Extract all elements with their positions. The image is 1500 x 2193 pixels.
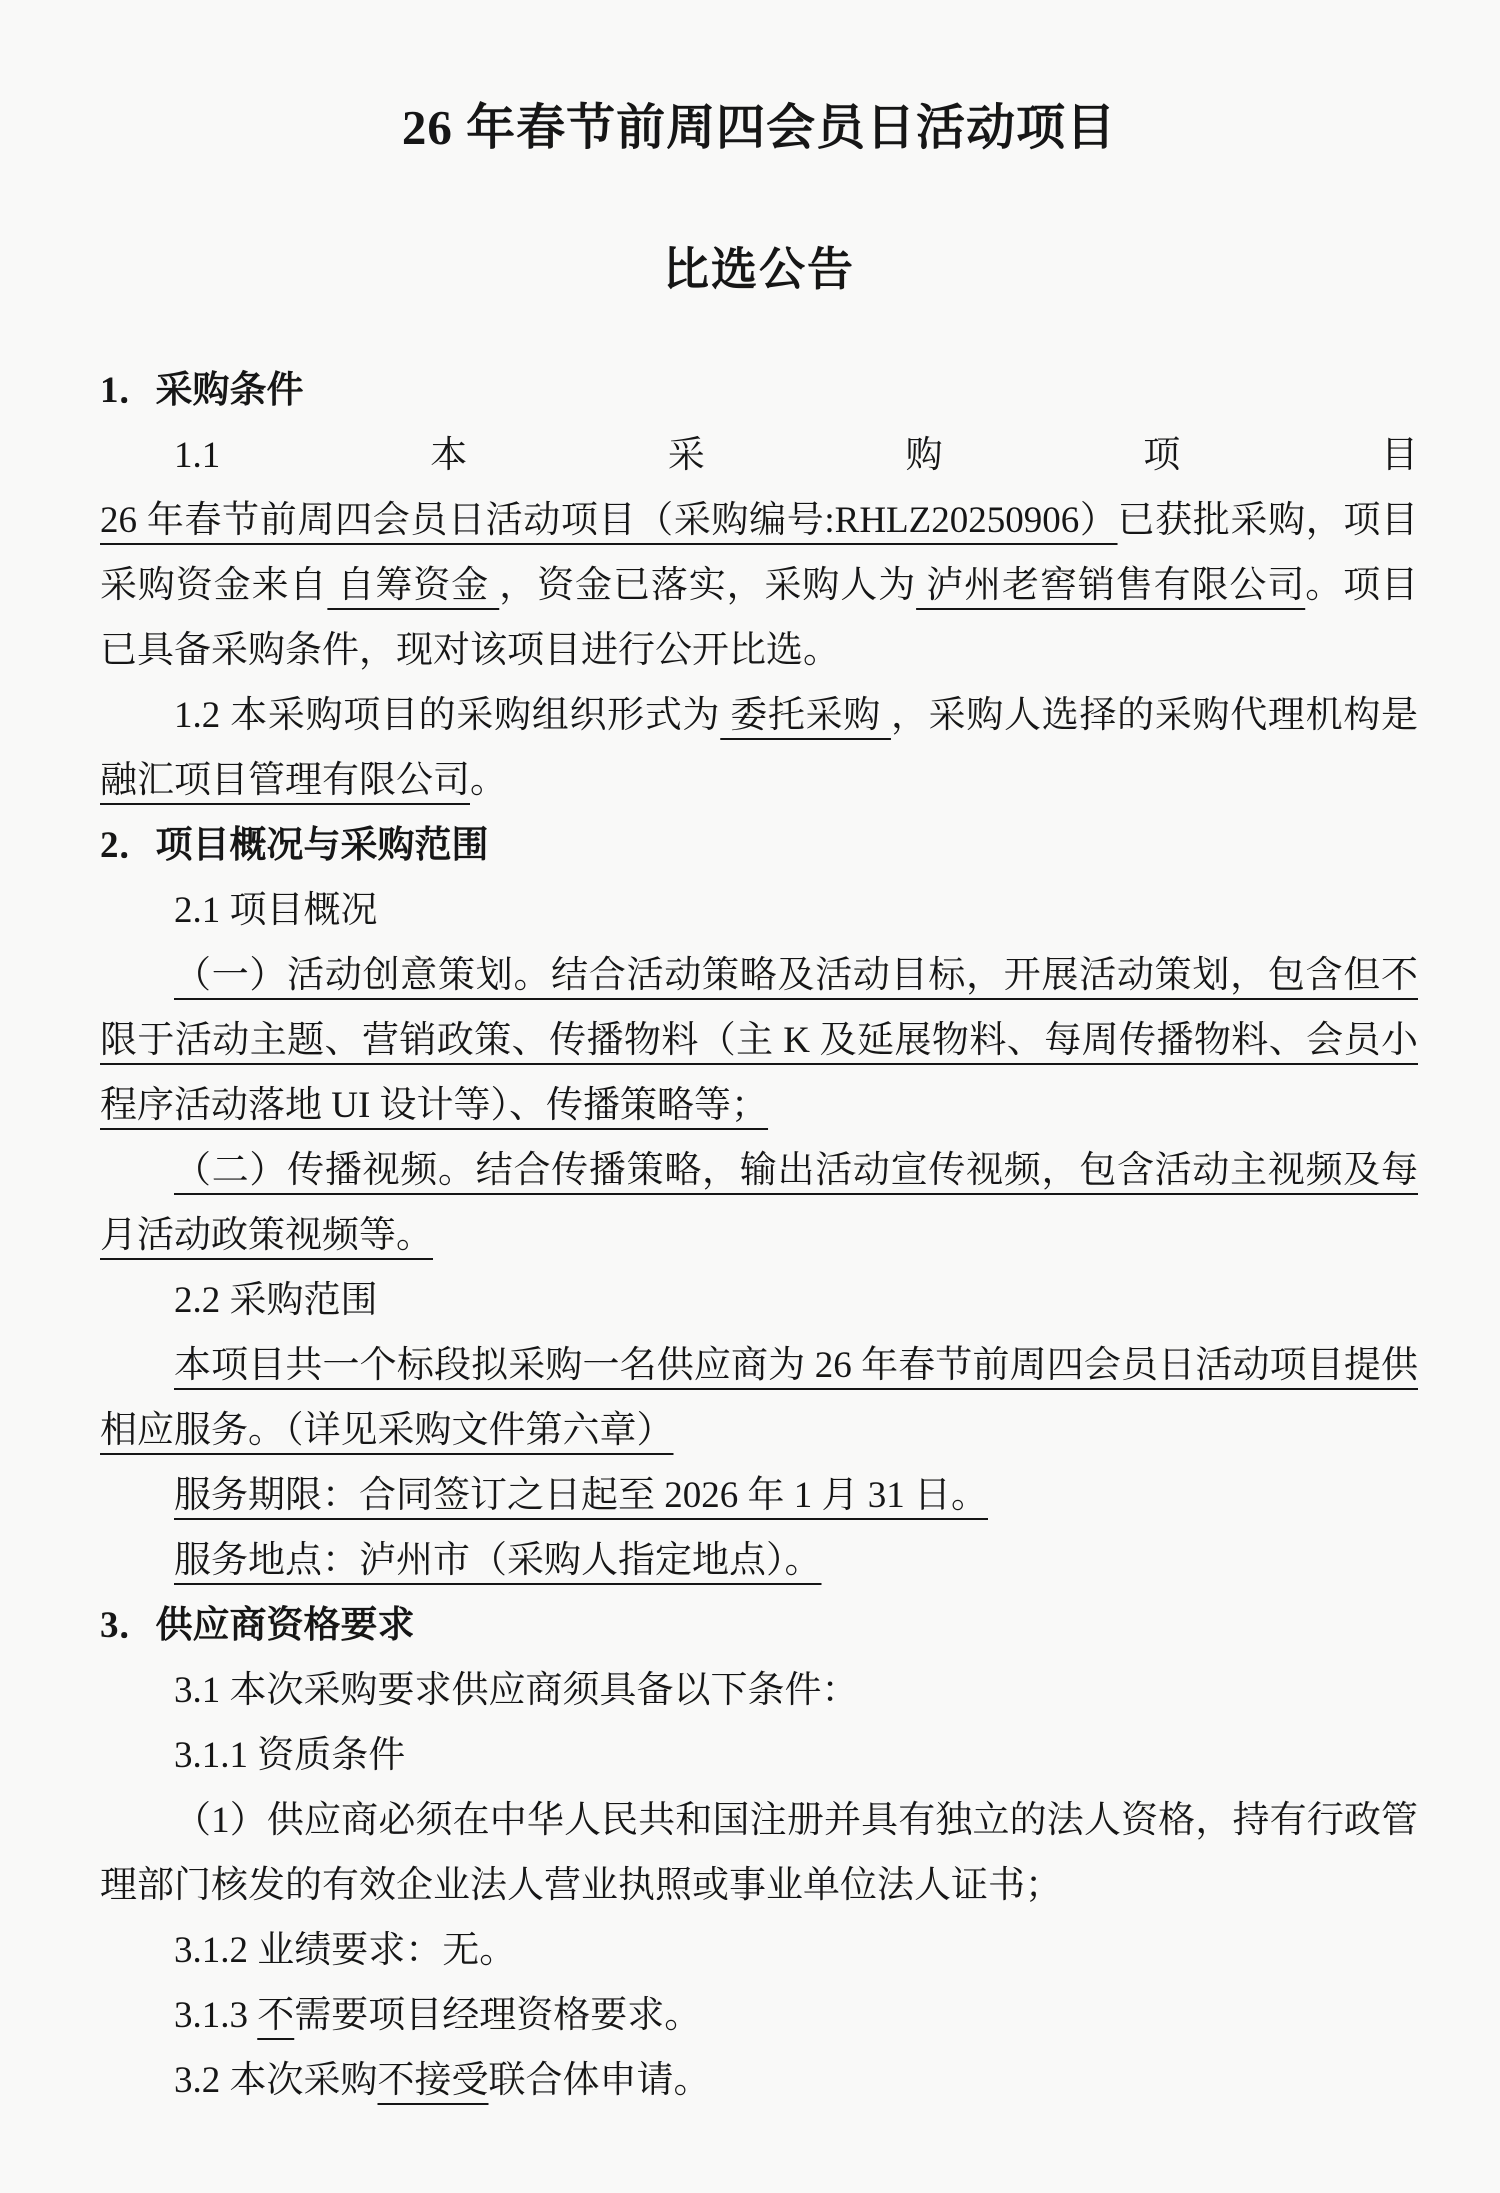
paragraph-1-2-lead: 1.2 本采购项目的采购组织形式为 [174,695,721,736]
paragraph-service-term [100,1463,1418,1528]
paragraph-3-2 [100,2048,1418,2113]
paragraph-scope [100,1333,1418,1463]
paragraph-3-1: 3.1 本次采购要求供应商须具备以下条件： [174,1670,859,1711]
paragraph-2-2: 2.2 采购范围 [174,1280,378,1321]
service-term-underlined: 服务期限：合同签订之日起至 2026 年 1 月 31 日。 [174,1475,988,1516]
no-consortium-underlined: 不接受 [377,2060,489,2101]
document-title: 26 年春节前周四会员日活动项目 [401,100,1117,155]
paragraph-3-1-3-lead: 3.1.3 [174,1995,258,2036]
section-3-heading: 3．供应商资格要求 [100,1605,415,1646]
section-2-heading: 2．项目概况与采购范围 [100,825,489,866]
paragraph-2-1: 2.1 项目概况 [174,890,378,931]
paragraph-3-2-lead: 3.2 本次采购 [174,2060,378,2101]
document-subtitle: 比选公告 [663,244,855,295]
paragraph-overview-item-2 [100,1138,1418,1268]
paragraph-1-1-lead: 1.1 本采购项目 [174,435,1418,476]
overview-item-1-underlined: （一）活动创意策划。结合活动策略及活动目标，开展活动策划，包含但不限于活动主题、营销政策、传播物料（主 K 及延展物料、每周传播物料、会员小程序活动落地 UI 设计等）、传播策略等； [100,955,1418,1126]
paragraph-3-2-tail: 联合体申请。 [488,2060,711,2101]
overview-item-2-underlined: （二）传播视频。结合传播策略，输出活动宣传视频，包含活动主视频及每月活动政策视频等。 [100,1150,1418,1256]
paragraph-3-1-2: 3.1.2 业绩要求：无。 [174,1930,517,1971]
service-place-underlined: 服务地点：泸州市（采购人指定地点）。 [174,1540,822,1581]
paragraph-qualification: （1）供应商必须在中华人民共和国注册并具有独立的法人资格，持有行政管理部门核发的有效企业法人营业执照或事业单位法人证书； [100,1800,1418,1906]
paragraph-service-place [100,1528,1418,1593]
paragraph-1-1 [100,423,1418,683]
section-1-heading: 1．采购条件 [100,370,304,411]
paragraph-1-1-mid1: 已获批采购，项目采购资金来自 [100,500,1418,606]
paragraph-1-2 [100,683,1418,813]
paragraph-3-1-1: 3.1.1 资质条件 [174,1735,406,1776]
procurement-form-underlined: 委托采购 [720,695,891,736]
paragraph-1-1-tail: 。项目已具备采购条件，现对该项目进行公开比选。 [100,565,1419,671]
paragraph-1-2-mid: ，采购人选择的采购代理机构是 [890,695,1419,736]
paragraph-overview-item-1 [100,943,1418,1138]
paragraph-1-1-mid2: ，资金已落实，采购人为 [499,565,917,606]
purchaser-name-underlined: 泸州老窖销售有限公司 [916,565,1306,606]
project-name-underlined: 26 年春节前周四会员日活动项目（采购编号:RHLZ20250906） [100,500,1118,541]
scope-text-underlined: 本项目共一个标段拟采购一名供应商为 26 年春节前周四会员日活动项目提供相应服务。（详见采购文件第六章） [100,1345,1418,1451]
agency-name-underlined: 融汇项目管理有限公司 [100,760,470,801]
paragraph-3-1-3 [100,1983,1418,2048]
no-pm-requirement-underlined: 不 [257,1995,295,2036]
paragraph-1-2-tail: 。 [470,760,507,801]
paragraph-3-1-3-tail: 需要项目经理资格要求。 [294,1995,702,2036]
funding-source-underlined: 自筹资金 [327,565,500,606]
